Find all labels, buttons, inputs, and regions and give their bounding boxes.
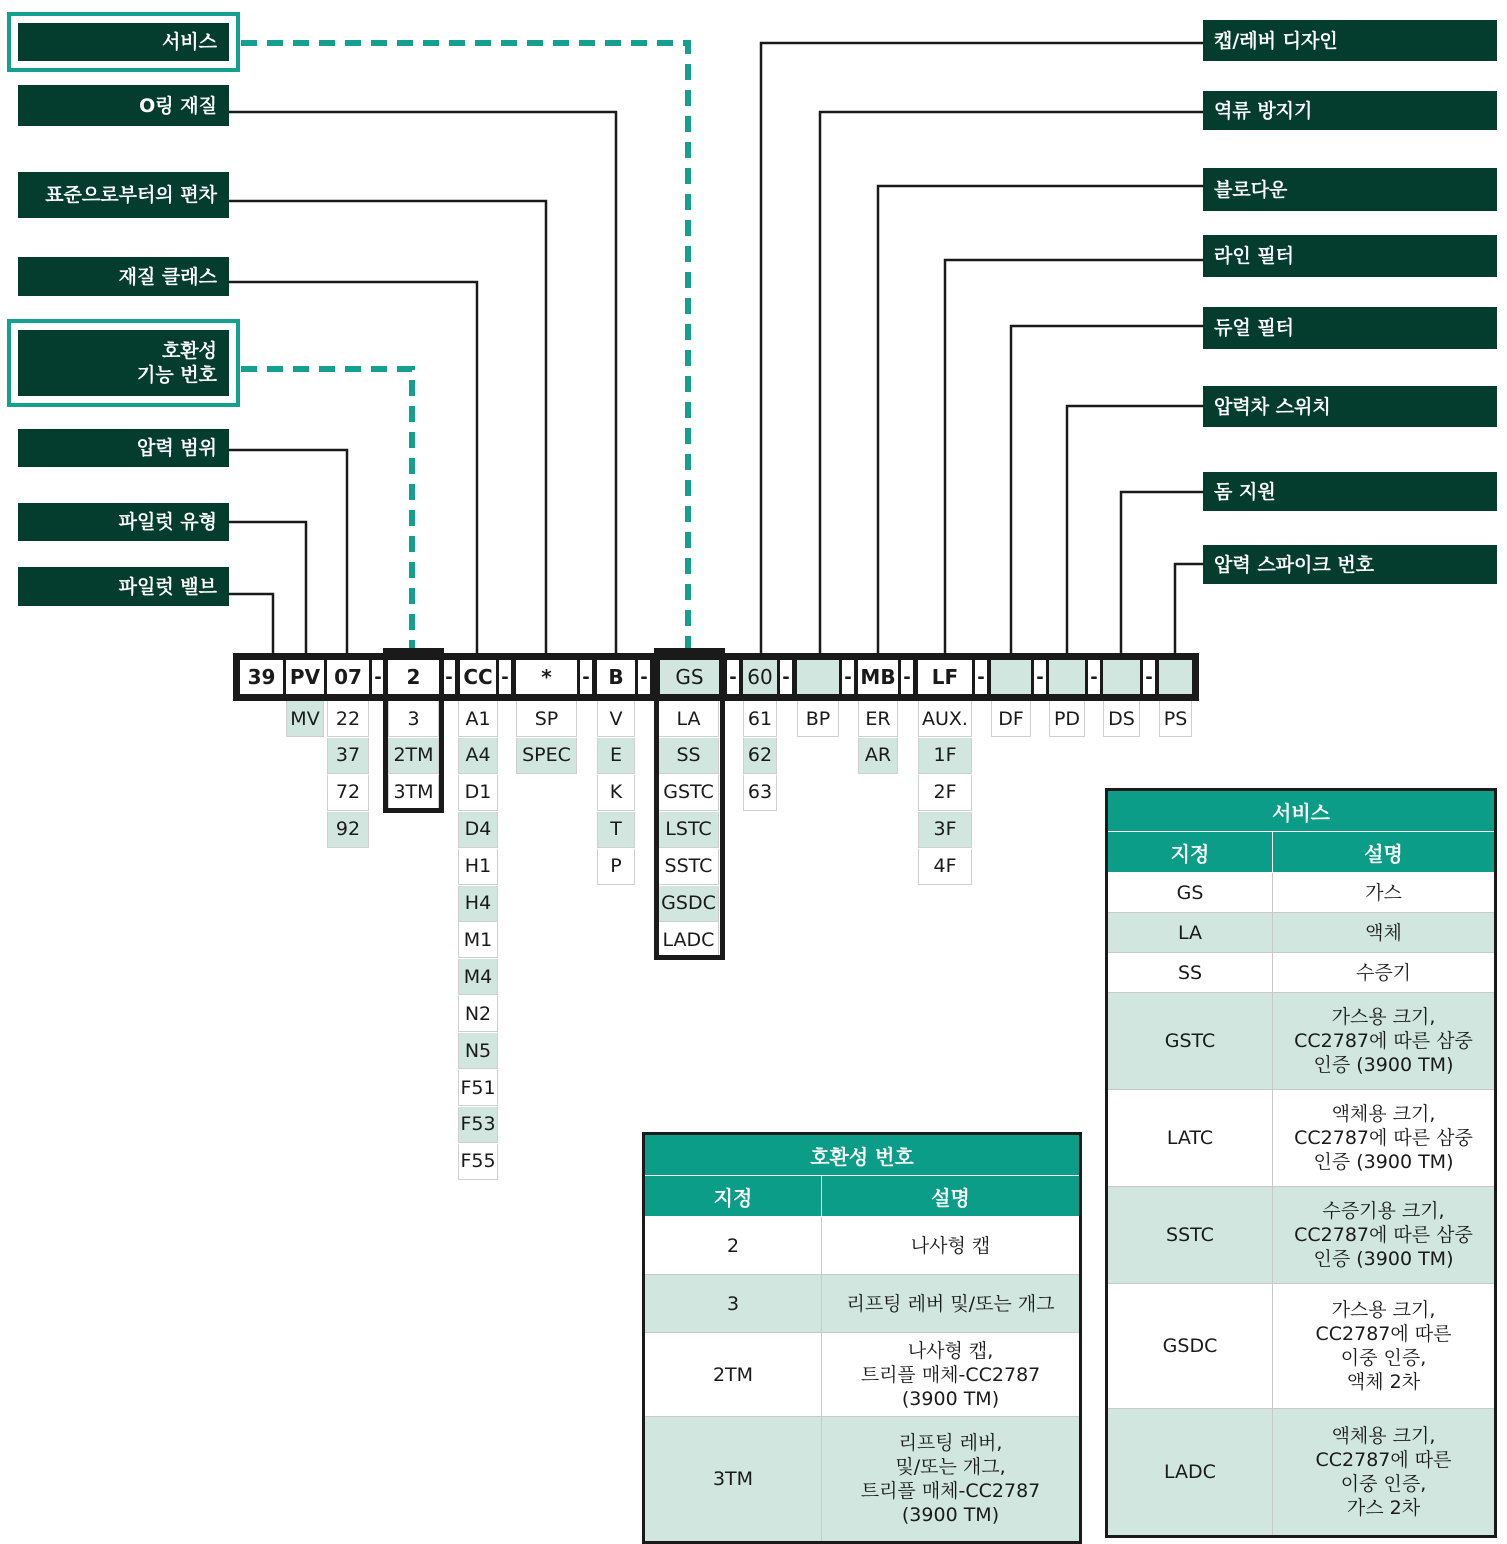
code-cell-df — [991, 660, 1031, 694]
label-deviation: 표준으로부터의 편차 — [18, 172, 229, 218]
label-backflow-preventer: 역류 방지기 — [1203, 91, 1497, 130]
code-dash: - — [975, 660, 987, 694]
service-desc-line: 인증 (3900 TM) — [1313, 1248, 1454, 1270]
option-gs-item: GSDC — [658, 886, 719, 922]
code-cell-60: 60 — [743, 660, 777, 694]
dashed-connector-compat — [241, 369, 412, 648]
connector-pressure-spike — [1175, 564, 1203, 653]
code-cell-pd — [1049, 660, 1085, 694]
option-b-item: P — [597, 849, 635, 885]
service-code-cell: GSDC — [1107, 1284, 1273, 1409]
code-cell-star: * — [516, 660, 577, 694]
code-dash: - — [443, 660, 455, 694]
option-c07-item: 92 — [327, 812, 369, 848]
connector-dp-switch — [1067, 406, 1203, 653]
label-pressure-spike-number: 압력 스파이크 번호 — [1203, 545, 1497, 584]
compat-desc-line: 트리플 매체-CC2787 — [860, 1480, 1041, 1502]
connector-backflow — [820, 112, 1203, 653]
service-code-cell: GS — [1107, 873, 1273, 913]
compat-desc-line: 리프팅 레버 및/또는 개그 — [846, 1292, 1055, 1315]
option-lf-item: 1F — [918, 738, 972, 774]
option-cc-item: D1 — [458, 775, 498, 811]
label-pressure-range: 압력 범위 — [18, 429, 229, 467]
code-dash: - — [580, 660, 592, 694]
code-cell-39: 39 — [240, 660, 283, 694]
service-desc-line: 가스용 크기, — [1331, 1006, 1436, 1028]
code-dash: - — [901, 660, 913, 694]
label-pilot-type: 파일럿 유형 — [18, 503, 229, 541]
option-c07-item: 72 — [327, 775, 369, 811]
code-dash: - — [727, 660, 739, 694]
service-row — [1107, 913, 1496, 953]
service-desc-line: 가스 — [1365, 881, 1402, 904]
label-oring-material: O링 재질 — [18, 85, 229, 126]
compat-code-cell: 2TM — [644, 1333, 822, 1417]
service-desc-line: 액체용 크기, — [1331, 1425, 1436, 1447]
option-c2-item: 2TM — [388, 738, 439, 774]
service-desc-line: 액체 — [1365, 921, 1402, 944]
service-desc-cell — [1273, 1409, 1496, 1537]
service-desc-line: CC2787에 따른 — [1315, 1323, 1452, 1345]
connector-pilot-valve — [229, 594, 273, 653]
code-dash: - — [1143, 660, 1155, 694]
service-desc-cell — [1273, 953, 1496, 993]
option-cc-item: F51 — [458, 1070, 498, 1106]
code-dash: - — [842, 660, 854, 694]
option-pd-item: PD — [1049, 701, 1085, 737]
option-cc-item: M1 — [458, 922, 498, 958]
service-desc-line: 수증기 — [1355, 961, 1412, 984]
service-row — [1107, 1284, 1496, 1409]
service-desc-line: 가스용 크기, — [1331, 1299, 1436, 1321]
label-service: 서비스 — [18, 23, 229, 61]
service-desc-cell — [1273, 1284, 1496, 1409]
compat-desc-line: 나사형 캡 — [910, 1234, 991, 1257]
code-cell-lf: LF — [918, 660, 972, 694]
compat-row — [644, 1275, 1081, 1333]
compat-desc-line: (3900 TM) — [901, 1387, 1000, 1410]
option-gs-item: SSTC — [658, 849, 719, 885]
compat-code-cell: 3TM — [644, 1417, 822, 1543]
code-dash: - — [1034, 660, 1046, 694]
service-desc-cell — [1273, 1090, 1496, 1187]
option-mb-item: ER — [858, 701, 898, 737]
compat-desc-line: 나사형 캡, — [907, 1339, 994, 1362]
compat-code-cell: 2 — [644, 1217, 822, 1275]
option-bp-item: BP — [797, 701, 839, 737]
service-col-desc: 설명 — [1273, 832, 1496, 873]
connector-pressure-range — [229, 450, 347, 653]
label-material-class: 재질 클래스 — [18, 257, 229, 296]
label-blowdown: 블로다운 — [1203, 168, 1497, 211]
code-dash: - — [780, 660, 792, 694]
service-table-title: 서비스 — [1107, 790, 1496, 832]
label-cap-lever-design: 캡/레버 디자인 — [1203, 20, 1497, 61]
service-desc-cell — [1273, 993, 1496, 1090]
code-dash: - — [372, 660, 384, 694]
option-c2-item: 3 — [388, 701, 439, 737]
compat-code-cell: 3 — [644, 1275, 822, 1333]
compat-row — [644, 1217, 1081, 1275]
option-b-item: T — [597, 812, 635, 848]
label-dual-filter: 듀얼 필터 — [1203, 307, 1497, 349]
option-c60-item: 61 — [743, 701, 777, 737]
service-desc-line: 이중 인증, — [1340, 1473, 1427, 1495]
service-desc-line: 수증기용 크기, — [1322, 1200, 1445, 1222]
service-col-code: 지정 — [1107, 832, 1273, 873]
option-cc-item: M4 — [458, 959, 498, 995]
code-cell-bp — [797, 660, 839, 694]
option-mb-item: AR — [858, 738, 898, 774]
option-cc-item: A4 — [458, 738, 498, 774]
connector-cap-lever — [761, 43, 1203, 653]
service-desc-line: CC2787에 따른 삼중 — [1294, 1224, 1473, 1246]
option-c60-item: 62 — [743, 738, 777, 774]
service-code-cell: SS — [1107, 953, 1273, 993]
compat-row — [644, 1333, 1081, 1417]
connector-oring — [229, 112, 616, 653]
option-star-item: SPEC — [516, 738, 577, 774]
option-gs-item: LSTC — [658, 812, 719, 848]
compat-desc-cell — [822, 1333, 1081, 1417]
label-dp-switch: 압력차 스위치 — [1203, 386, 1497, 427]
label-compat-function-number: 호환성 기능 번호 — [18, 330, 229, 396]
code-cell-b: B — [597, 660, 635, 694]
service-code-cell: SSTC — [1107, 1187, 1273, 1284]
code-cell-mb: MB — [858, 660, 898, 694]
service-desc-cell — [1273, 1187, 1496, 1284]
compat-desc-cell — [822, 1275, 1081, 1333]
option-cc-item: H4 — [458, 886, 498, 922]
service-row — [1107, 1187, 1496, 1284]
service-row — [1107, 1409, 1496, 1537]
connector-pilot-type — [229, 522, 306, 653]
code-dash: - — [1088, 660, 1100, 694]
option-cc-item: A1 — [458, 701, 498, 737]
code-cell-2: 2 — [388, 660, 439, 694]
service-desc-cell — [1273, 873, 1496, 913]
code-cell-ds — [1103, 660, 1140, 694]
option-lf-item: 3F — [918, 812, 972, 848]
service-code-cell: LADC — [1107, 1409, 1273, 1537]
service-row — [1107, 873, 1496, 913]
code-cell-07: 07 — [327, 660, 369, 694]
service-desc-line: 액체용 크기, — [1331, 1103, 1436, 1125]
option-cc-item: F55 — [458, 1144, 498, 1180]
compat-col-desc: 설명 — [822, 1176, 1081, 1217]
option-cc-item: H1 — [458, 849, 498, 885]
service-desc-cell — [1273, 913, 1496, 953]
compat-col-code: 지정 — [644, 1176, 822, 1217]
code-cell-ps — [1159, 660, 1192, 694]
compat-row — [644, 1417, 1081, 1543]
service-code-cell: GSTC — [1107, 993, 1273, 1090]
compat-table-body — [644, 1217, 1081, 1543]
code-cell-cc: CC — [460, 660, 496, 694]
code-cell-pv: PV — [286, 660, 324, 694]
service-table — [1105, 788, 1497, 1538]
service-code-cell: LATC — [1107, 1090, 1273, 1187]
service-desc-line: CC2787에 따른 — [1315, 1449, 1452, 1471]
option-gs-item: GSTC — [658, 775, 719, 811]
code-dash: - — [638, 660, 650, 694]
option-b-item: E — [597, 738, 635, 774]
code-cell-gs: GS — [660, 660, 719, 694]
service-desc-line: 인증 (3900 TM) — [1313, 1151, 1454, 1173]
option-cc-item: N2 — [458, 996, 498, 1032]
option-c2-item: 3TM — [388, 775, 439, 811]
connector-deviation — [229, 201, 546, 653]
label-dome-support: 돔 지원 — [1203, 472, 1497, 511]
service-row — [1107, 953, 1496, 993]
option-lf-item: 4F — [918, 849, 972, 885]
option-ps-item: PS — [1159, 701, 1192, 737]
service-desc-line: CC2787에 따른 삼중 — [1294, 1127, 1473, 1149]
service-desc-line: 가스 2차 — [1346, 1497, 1421, 1519]
compat-desc-line: 및/또는 개그, — [895, 1456, 1006, 1478]
code-dash: - — [499, 660, 511, 694]
dashed-connector-service — [241, 43, 688, 648]
option-c07-item: 22 — [327, 701, 369, 737]
compat-desc-line: 리프팅 레버, — [898, 1432, 1003, 1454]
option-ds-item: DS — [1103, 701, 1140, 737]
option-gs-item: LADC — [658, 922, 719, 958]
compat-number-table — [642, 1132, 1082, 1544]
service-desc-line: 인증 (3900 TM) — [1313, 1054, 1454, 1076]
option-c07-item: 37 — [327, 738, 369, 774]
service-code-cell: LA — [1107, 913, 1273, 953]
compat-table-title: 호환성 번호 — [644, 1134, 1081, 1176]
option-star-item: SP — [516, 701, 577, 737]
compat-desc-cell — [822, 1417, 1081, 1543]
option-lf-item: AUX. — [918, 701, 972, 737]
option-gs-item: LA — [658, 701, 719, 737]
connector-dual-filter — [1011, 326, 1203, 653]
option-lf-item: 2F — [918, 775, 972, 811]
connector-dome-support — [1121, 492, 1203, 653]
label-pilot-valve: 파일럿 밸브 — [18, 567, 229, 606]
connector-line-filter — [945, 260, 1203, 653]
service-table-body — [1107, 873, 1496, 1537]
option-cc-item: D4 — [458, 812, 498, 848]
connector-blowdown — [878, 186, 1203, 653]
label-line-filter: 라인 필터 — [1203, 235, 1497, 277]
option-cc-item: N5 — [458, 1033, 498, 1069]
service-desc-line: 액체 2차 — [1346, 1371, 1421, 1393]
service-row — [1107, 1090, 1496, 1187]
service-row — [1107, 993, 1496, 1090]
option-gs-item: SS — [658, 738, 719, 774]
service-desc-line: CC2787에 따른 삼중 — [1294, 1030, 1473, 1052]
option-b-item: V — [597, 701, 635, 737]
service-desc-line: 이중 인증, — [1340, 1347, 1427, 1369]
compat-desc-cell — [822, 1217, 1081, 1275]
compat-desc-line: (3900 TM) — [901, 1504, 1000, 1526]
option-cc-item: F53 — [458, 1107, 498, 1143]
connector-material-class — [229, 282, 477, 653]
option-c60-item: 63 — [743, 775, 777, 811]
option-pv-item: MV — [286, 701, 324, 737]
option-df-item: DF — [991, 701, 1031, 737]
option-b-item: K — [597, 775, 635, 811]
compat-desc-line: 트리플 매체-CC2787 — [860, 1363, 1041, 1386]
